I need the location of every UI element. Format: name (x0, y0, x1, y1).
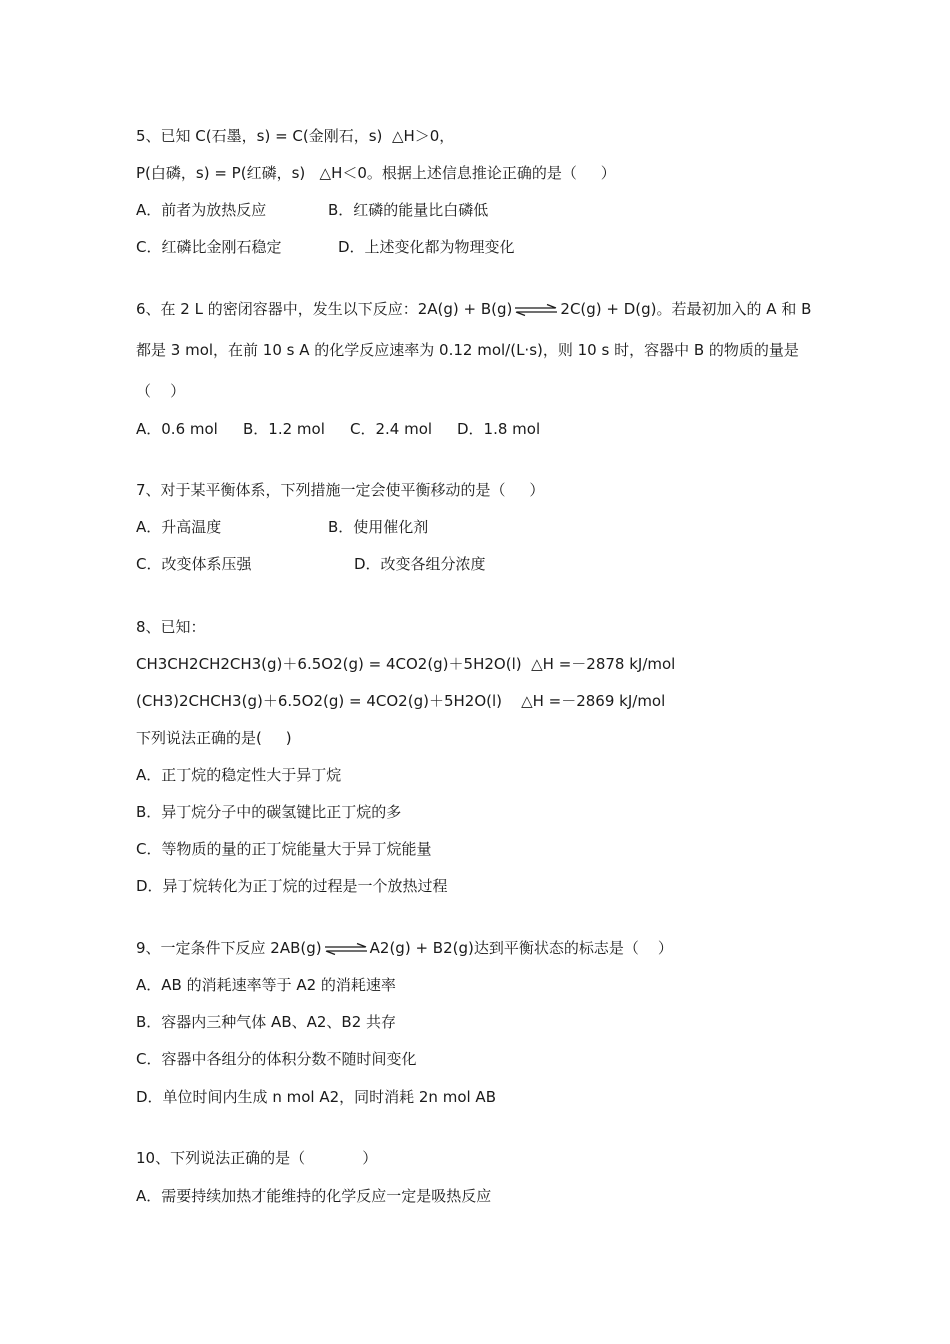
q8-option-b: B．异丁烷分子中的碳氢键比正丁烷的多 (136, 803, 402, 821)
q9-option-d: D．单位时间内生成 n mol A2，同时消耗 2n mol AB (136, 1088, 496, 1106)
q6-stem-line1 (136, 298, 811, 320)
q5-options-row2 (136, 236, 515, 258)
q7-option-d: D．改变各组分浓度 (354, 555, 486, 573)
q7-option-a: A．升高温度 (136, 518, 222, 536)
q8-option-a: A．正丁烷的稳定性大于异丁烷 (136, 766, 342, 784)
q9-stem-pre: 9、一定条件下反应 2AB(g) (136, 939, 322, 957)
q6-options-row (136, 418, 541, 440)
q6-option-c: C．2.4 mol (350, 420, 433, 438)
q7-option-b: B．使用催化剂 (328, 518, 429, 536)
q9-option-a: A．AB 的消耗速率等于 A2 的消耗速率 (136, 976, 396, 994)
q5-option-d: D．上述变化都为物理变化 (338, 238, 515, 256)
q6-option-b: B．1.2 mol (243, 420, 325, 438)
q9-stem-post: A2(g) + B2(g)达到平衡状态的标志是（ ） (369, 939, 673, 957)
q6-stem-pre: 6、在 2 L 的密闭容器中，发生以下反应：2A(g) + B(g) (136, 300, 513, 318)
q7-option-c: C．改变体系压强 (136, 555, 252, 573)
q6-stem-line3: （ ） (136, 382, 186, 400)
q7-options-row1 (136, 516, 429, 538)
q9-option-c: C．容器中各组分的体积分数不随时间变化 (136, 1050, 417, 1068)
q8-equation-2: (CH3)2CHCH3(g)＋6.5O2(g) = 4CO2(g)＋5H2O(l) △H =－2869 kJ/mol (136, 692, 666, 710)
q7-stem: 7、对于某平衡体系，下列措施一定会使平衡移动的是（ ） (136, 481, 545, 499)
q10-option-a: A．需要持续加热才能维持的化学反应一定是吸热反应 (136, 1187, 492, 1205)
q6-option-a: A．0.6 mol (136, 420, 218, 438)
q5-stem-line1: 5、已知 C(石墨，s) = C(金刚石，s) △H＞0， (136, 127, 455, 145)
q5-option-c: C．红磷比金刚石稳定 (136, 238, 282, 256)
q5-option-b: B．红磷的能量比白磷低 (328, 201, 489, 219)
q6-stem-line2: 都是 3 mol，在前 10 s A 的化学反应速率为 0.12 mol/(L·s)，则 10 s 时，容器中 B 的物质的量是 (136, 341, 799, 359)
q7-options-row2 (136, 553, 486, 575)
q6-option-d: D．1.8 mol (457, 420, 541, 438)
q8-question: 下列说法正确的是( ) (136, 729, 292, 747)
q8-stem: 8、已知： (136, 618, 206, 636)
q8-option-d: D．异丁烷转化为正丁烷的过程是一个放热过程 (136, 877, 448, 895)
equilibrium-arrows-icon (324, 942, 368, 956)
q10-stem: 10、下列说法正确的是（ ） (136, 1149, 378, 1167)
q5-stem-line2: P(白磷，s) = P(红磷，s) △H＜0。根据上述信息推论正确的是（ ） (136, 164, 616, 182)
q6-stem-post: 2C(g) + D(g)。若最初加入的 A 和 B (560, 300, 812, 318)
q8-option-c: C．等物质的量的正丁烷能量大于异丁烷能量 (136, 840, 432, 858)
equilibrium-arrows-icon (514, 303, 558, 317)
q8-equation-1: CH3CH2CH2CH3(g)＋6.5O2(g) = 4CO2(g)＋5H2O(l) △H =－2878 kJ/mol (136, 655, 676, 673)
q9-option-b: B．容器内三种气体 AB、A2、B2 共存 (136, 1013, 397, 1031)
q5-options-row1 (136, 199, 489, 221)
q9-stem (136, 937, 673, 959)
q5-option-a: A．前者为放热反应 (136, 201, 267, 219)
